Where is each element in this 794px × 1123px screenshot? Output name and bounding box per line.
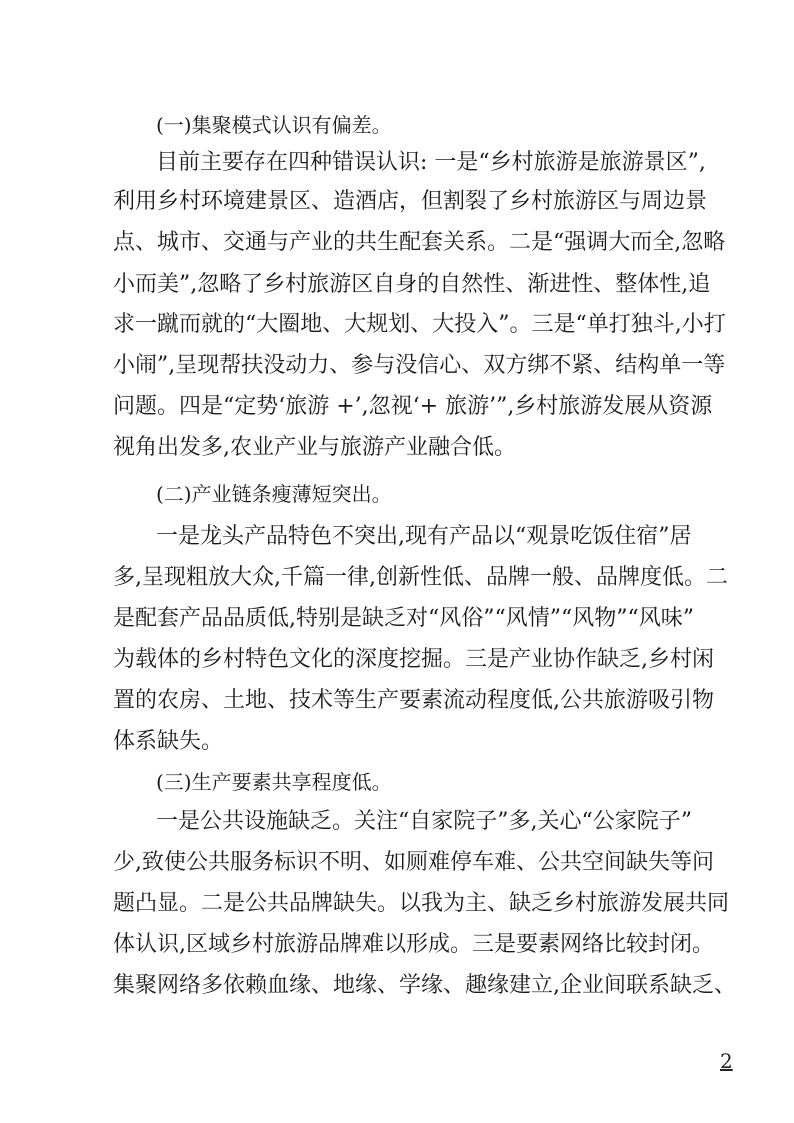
paragraph-line: 利用乡村环境建景区、造酒店，但割裂了乡村旅游区与周边景 [113, 189, 708, 214]
paragraph-line: 点、城市、交通与产业的共生配套关系。二是“强调大而全,忽略 [113, 230, 726, 255]
paragraph-line: 是配套产品品质低,特别是缺乏对“风俗”“风情”“风物”“风味” [113, 606, 694, 631]
paragraph-line: 小闹”,呈现帮扶没动力、参与没信心、双方绑不紧、结构单一等 [113, 353, 726, 378]
paragraph-line: 多,呈现粗放大众,千篇一律,创新性低、品牌一般、品牌度低。二 [113, 565, 728, 590]
paragraph-line: 为载体的乡村特色文化的深度挖掘。三是产业协作缺乏,乡村闲 [113, 647, 714, 672]
paragraph-line: 视角出发多,农业产业与旅游产业融合低。 [113, 435, 516, 460]
paragraph-line: 目前主要存在四种错误认识: 一是“乡村旅游是旅游景区”, [156, 150, 706, 175]
paragraph-line: 体系缺失。 [113, 729, 224, 754]
paragraph-line: 题凸显。二是公共品牌缺失。以我为主、缺乏乡村旅游发展共同 [113, 891, 730, 916]
paragraph-line: 一是龙头产品特色不突出,现有产品以“观景吃饭住宿”居 [156, 524, 692, 549]
paragraph-line: 少,致使公共服务标识不明、如厕难停车难、公共空间缺失等问 [113, 850, 714, 875]
paragraph-line: 置的农房、土地、技术等生产要素流动程度低,公共旅游吸引物 [113, 688, 714, 713]
paragraph-line: 小而美”,忽略了乡村旅游区自身的自然性、渐进性、整体性,追 [113, 272, 711, 297]
section-heading-3: (三)生产要素共享程度低。 [156, 770, 392, 794]
section-heading-2: (二)产业链条瘦薄短突出。 [156, 482, 392, 506]
paragraph-line: 集聚网络多依赖血缘、地缘、学缘、趣缘建立,企业间联系缺乏、 [113, 973, 736, 998]
paragraph-line: 求一蹴而就的“大圈地、大规划、大投入”。三是“单打独斗,小打 [113, 312, 726, 337]
paragraph-line: 问题。四是“定势‘旅游 +’,忽视‘+ 旅游’”,乡村旅游发展从资源 [113, 394, 713, 419]
section-heading-1: (一)集聚模式认识有偏差。 [156, 113, 392, 137]
paragraph-line: 一是公共设施缺乏。关注“自家院子”多,关心“公家院子” [156, 809, 692, 834]
paragraph-line: 体认识,区域乡村旅游品牌难以形成。三是要素网络比较封闭。 [113, 932, 714, 957]
page-number: 2 [720, 1049, 733, 1073]
